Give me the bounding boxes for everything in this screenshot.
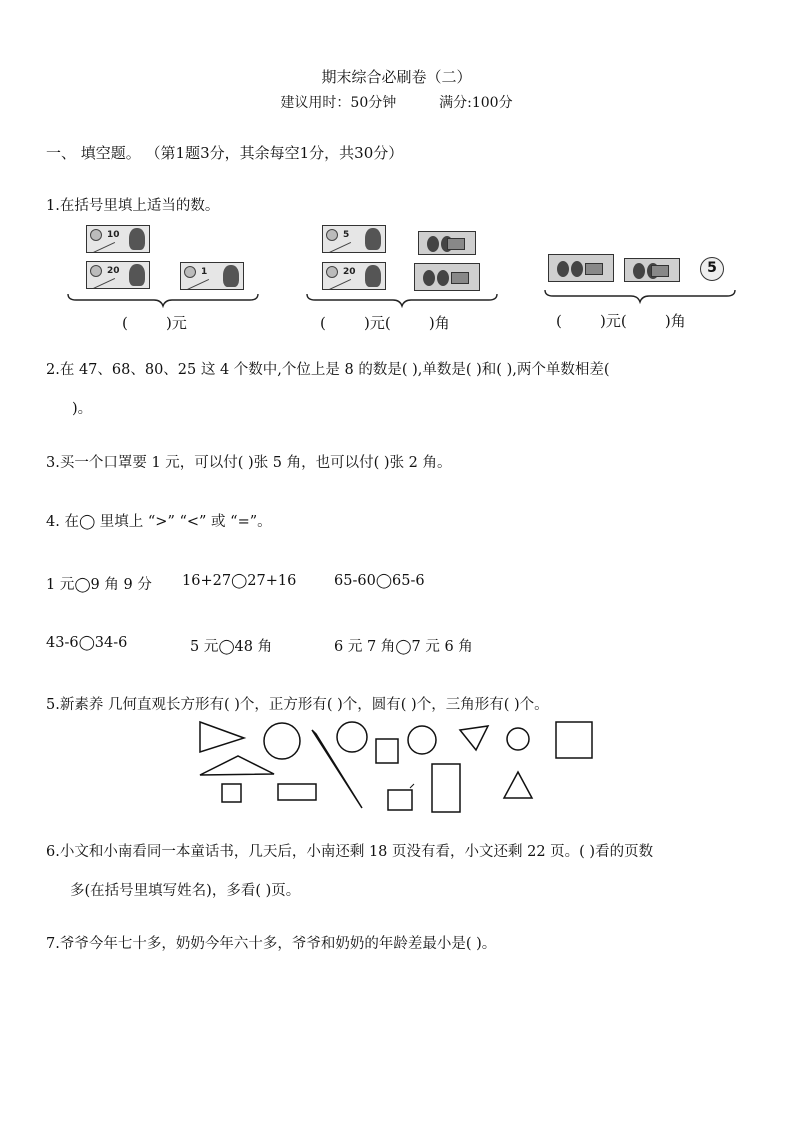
circle-shape [337, 722, 367, 752]
compare-item: 1 元◯9 角 9 分 [46, 577, 152, 593]
triangle-shape [200, 722, 244, 752]
denomination: 10 [107, 230, 120, 240]
question-6-line-1: 6.小文和小南看同一本童话书，几天后，小南还剩 18 页没有看，小文还剩 22 页。( )看的页数 [46, 844, 654, 860]
banknote-jiao [414, 263, 480, 291]
brace-group-3 [543, 288, 737, 304]
question-2-line-1: 2.在 47、68、80、25 这 4 个数中,个位上是 8 的数是( ),单数是( )和( ),两个单数相差( [46, 362, 610, 378]
portrait-icon [571, 261, 583, 277]
square-shape [388, 790, 412, 810]
banknote-20-yuan [86, 261, 150, 289]
portrait-icon [427, 236, 439, 252]
banknote-jiao [548, 254, 614, 282]
rectangle-shape [432, 764, 460, 812]
time-label: 建议用时：50分钟 [280, 95, 397, 111]
triangle-shape [504, 772, 532, 798]
portrait-icon [129, 228, 145, 250]
denomination: 1 [201, 267, 208, 277]
compare-item: 5 元◯48 角 [190, 639, 273, 655]
banknote-1-yuan [180, 262, 244, 290]
denomination: 5 [343, 230, 350, 240]
emblem-icon [184, 266, 196, 278]
banknote-jiao [418, 231, 476, 255]
coin-5-jiao: 5 [700, 257, 724, 281]
denomination: 20 [343, 267, 356, 277]
answer-group-2: ( )元( )角 [320, 314, 450, 332]
exam-info [0, 92, 793, 112]
circle-shape [264, 723, 300, 759]
banknote-20-yuan [322, 262, 386, 290]
portrait-icon [423, 270, 435, 286]
denomination: 20 [107, 266, 120, 276]
compare-item: 6 元 7 角◯7 元 6 角 [334, 639, 473, 655]
section-title: 一、 填空题。 （第1题3分，其余每空1分，共30分） [46, 144, 404, 162]
shapes-figure [0, 712, 793, 822]
emblem-icon [90, 229, 102, 241]
page-title: 期末综合必刷卷（二） [321, 68, 472, 86]
banknote-10-yuan [86, 225, 150, 253]
brace-group-2 [305, 292, 499, 308]
question-5: 5.新素养 几何直观长方形有( )个，正方形有( )个，圆有( )个，三角形有( )个。 [46, 697, 549, 713]
compare-item: 16+27◯27+16 [182, 573, 297, 589]
triangle-shape [200, 756, 274, 775]
portrait-icon [129, 264, 145, 286]
answer-group-3: ( )元( )角 [556, 312, 686, 330]
emblem-icon [90, 265, 102, 277]
portrait-icon [365, 265, 381, 287]
portrait-icon [223, 265, 239, 287]
question-6-line-2: 多(在括号里填写姓名)，多看( )页。 [70, 883, 301, 899]
brace-group-1 [66, 292, 260, 308]
circle-shape [408, 726, 436, 754]
circle-shape [507, 728, 529, 750]
portrait-icon [437, 270, 449, 286]
compare-item: 65-60◯65-6 [334, 573, 425, 589]
emblem-icon [326, 229, 338, 241]
emblem-icon [326, 266, 338, 278]
question-3: 3.买一个口罩要 1 元，可以付( )张 5 角，也可以付( )张 2 角。 [46, 455, 452, 471]
question-2-line-2: )。 [72, 401, 93, 417]
rectangle-shape [278, 784, 316, 800]
answer-group-1: ( )元 [122, 314, 187, 332]
score-label: 满分:100分 [439, 95, 513, 111]
portrait-icon [633, 263, 645, 279]
question-4: 4. 在◯ 里填上 “>” “<” 或 “=”。 [46, 514, 272, 530]
portrait-icon [557, 261, 569, 277]
square-shape [376, 739, 398, 763]
square-shape [556, 722, 592, 758]
portrait-icon [365, 228, 381, 250]
question-1: 1.在括号里填上适当的数。 [46, 198, 220, 214]
question-7: 7.爷爷今年七十多，奶奶今年六十多，爷爷和奶奶的年龄差最小是( )。 [46, 936, 497, 952]
banknote-5-yuan [322, 225, 386, 253]
compare-item: 43-6◯34-6 [46, 635, 128, 651]
triangle-shape [460, 726, 488, 750]
square-shape [222, 784, 241, 802]
banknote-jiao [624, 258, 680, 282]
